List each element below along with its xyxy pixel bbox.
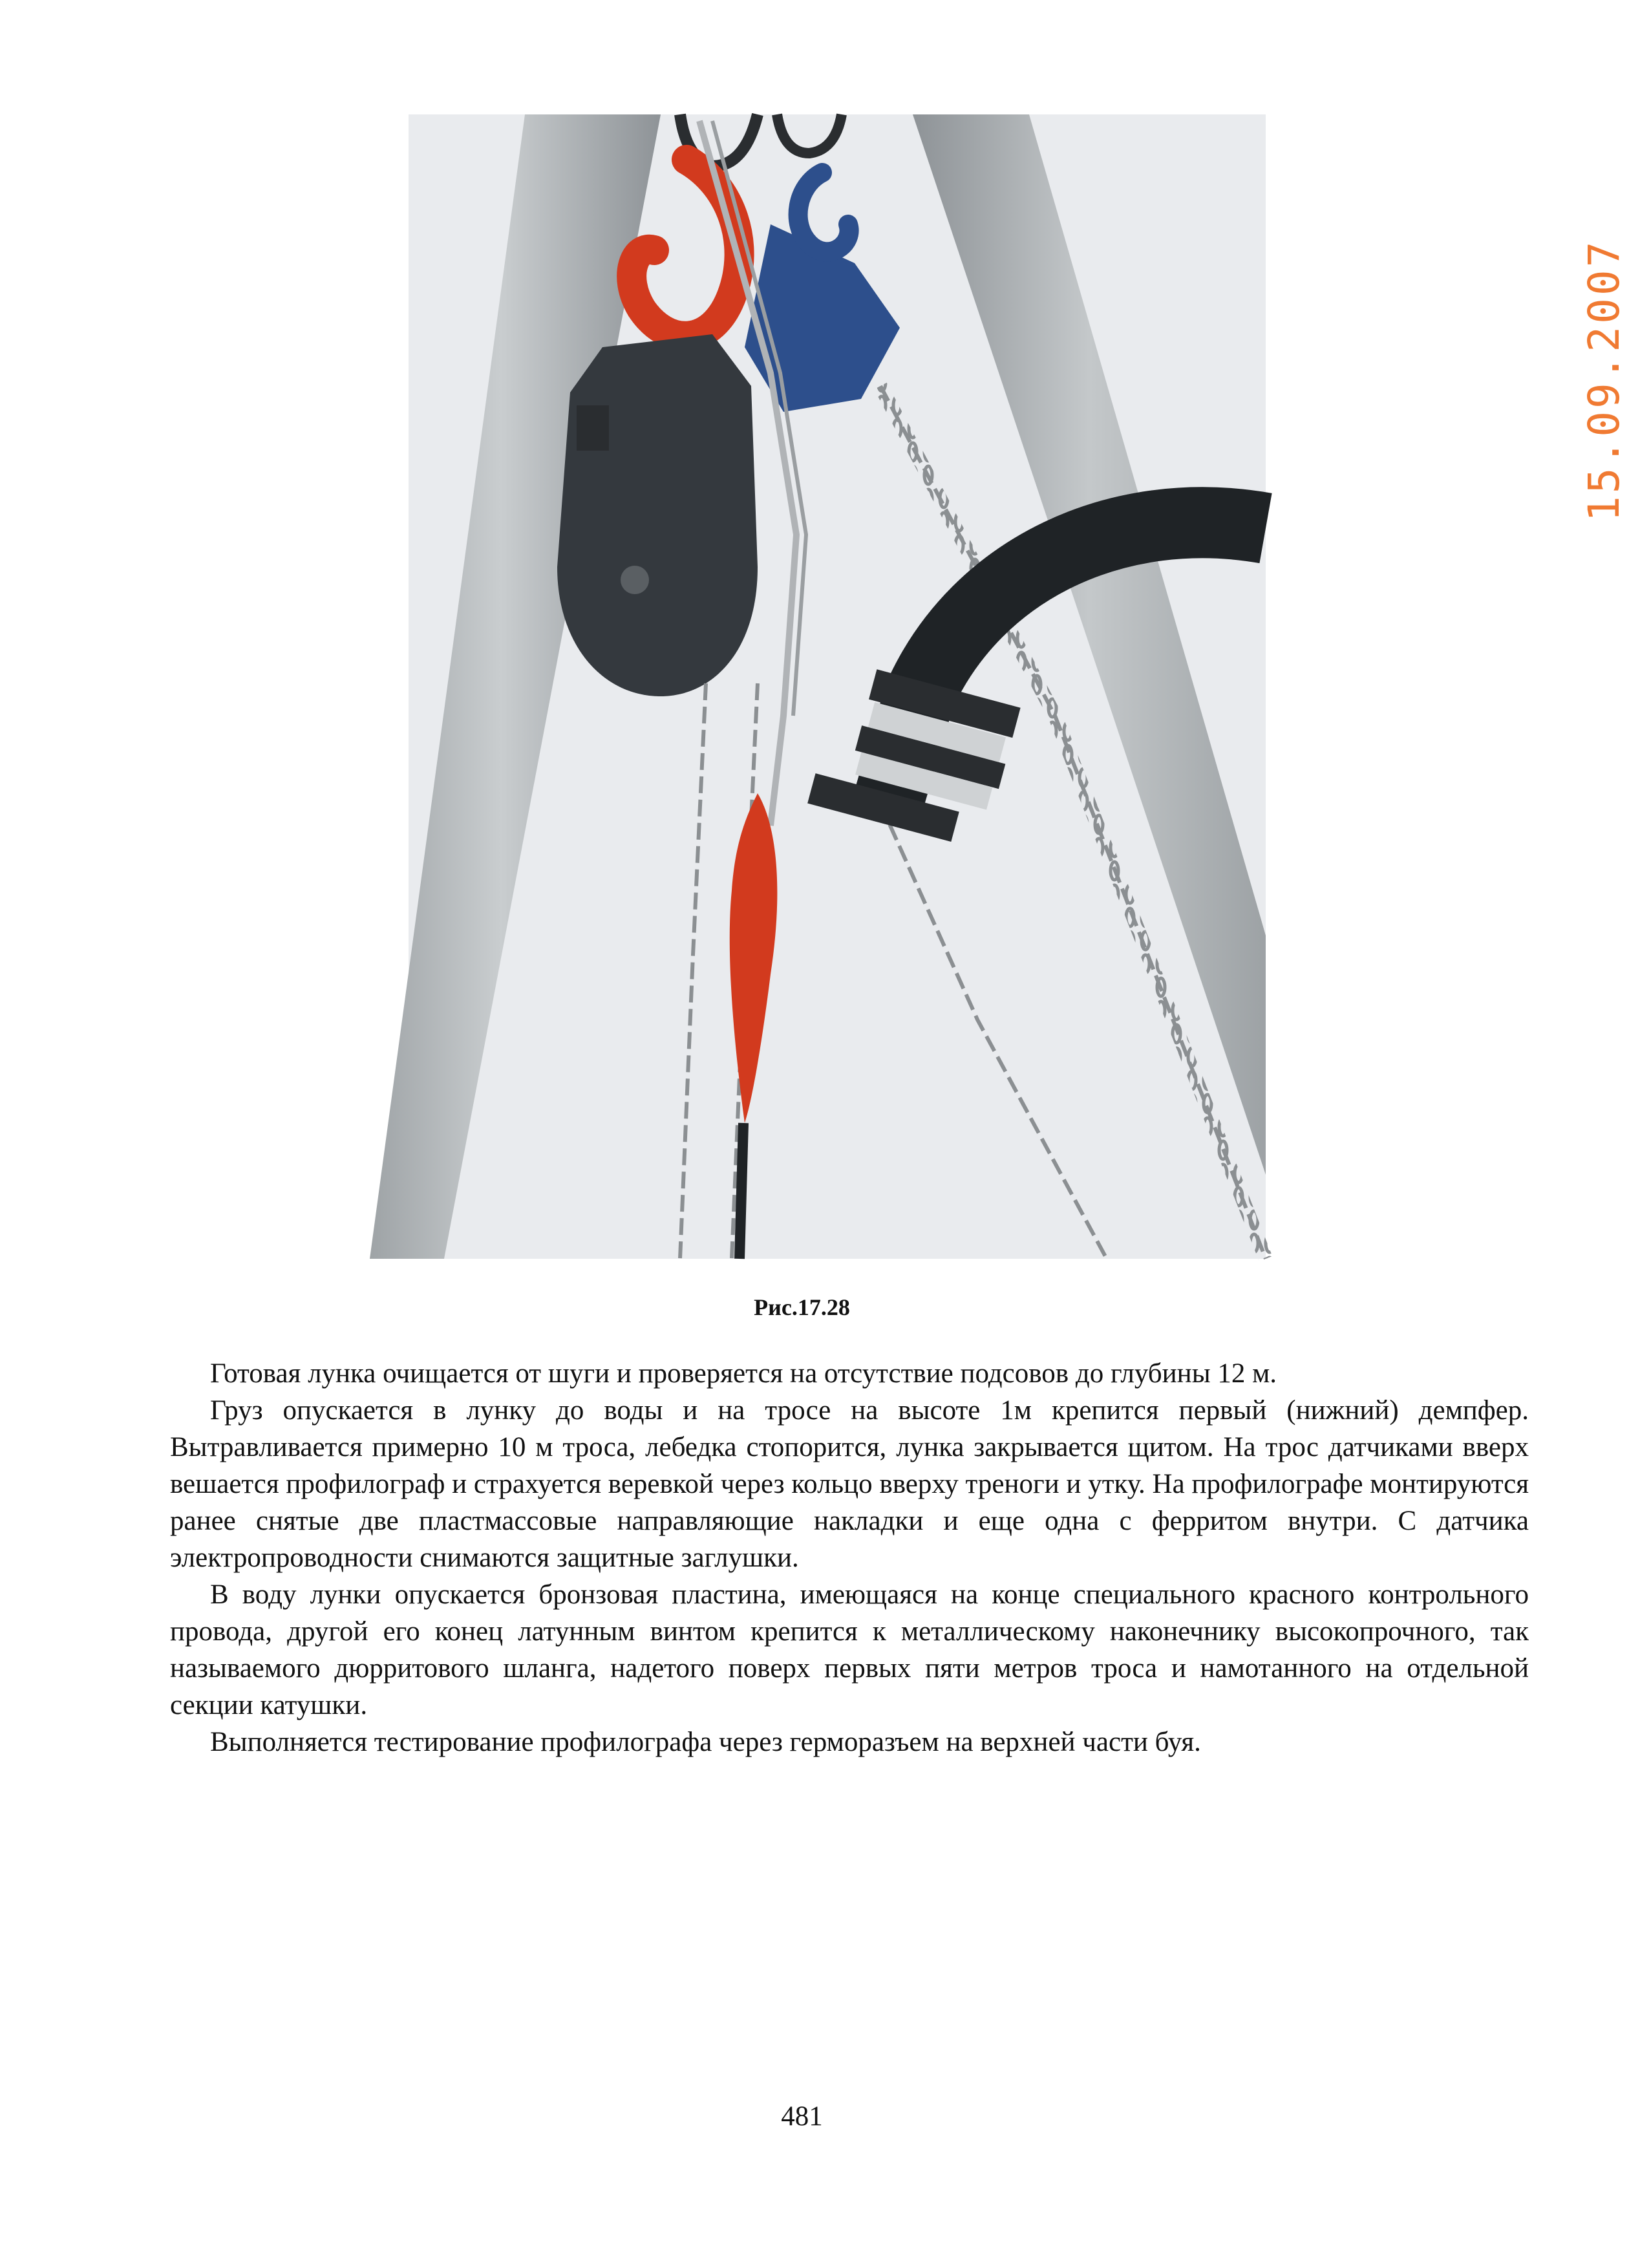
tripod-hoist-photo [409,114,1266,1259]
figure-photo [409,114,1629,1259]
pulley-bolt [621,566,649,594]
photo-date-stamp: 15.09.2007 [1579,239,1629,522]
pulley-block [557,334,758,696]
paragraph: Выполняется тестирование профилографа через герморазъем на верхней части буя. [210,1727,1201,1757]
paragraph: Готовая лунка очищается от шуги и проверяется на отсутствие подсовов до глубины 12 м. [210,1358,1277,1389]
paragraph: Груз опускается в лунку до воды и на тросе на высоте 1м крепится первый (нижний) демпфер. Вытравливается примерно 10 м троса, лебедка стопорится, лунка закрывается щитом. На трос датчиками вверх вешается профилограф и страхуется веревкой через кольцо вверху треноги и утку. На профилографе монтируются ранее снятые две пластмассовые направляющие накладки и еще одна с ферритом внутри. С датчика электропроводности снимаются защитные заглушки. [170,1395,1529,1573]
paragraph: В воду лунки опускается бронзовая пластина, имеющаяся на конце специального красного контрольного провода, другой его конец латунным винтом крепится к металлическому наконечнику высокопрочного, так называемого дюрритового шланга, надетого поверх первых пяти метров троса и намотанного на отдельной секции катушки. [170,1579,1529,1720]
pulley-nut [577,405,609,451]
page-number: 481 [781,2101,823,2132]
black-wire [740,1123,743,1259]
body-text [170,1355,1529,1760]
figure-caption: Рис.17.28 [754,1294,850,1320]
